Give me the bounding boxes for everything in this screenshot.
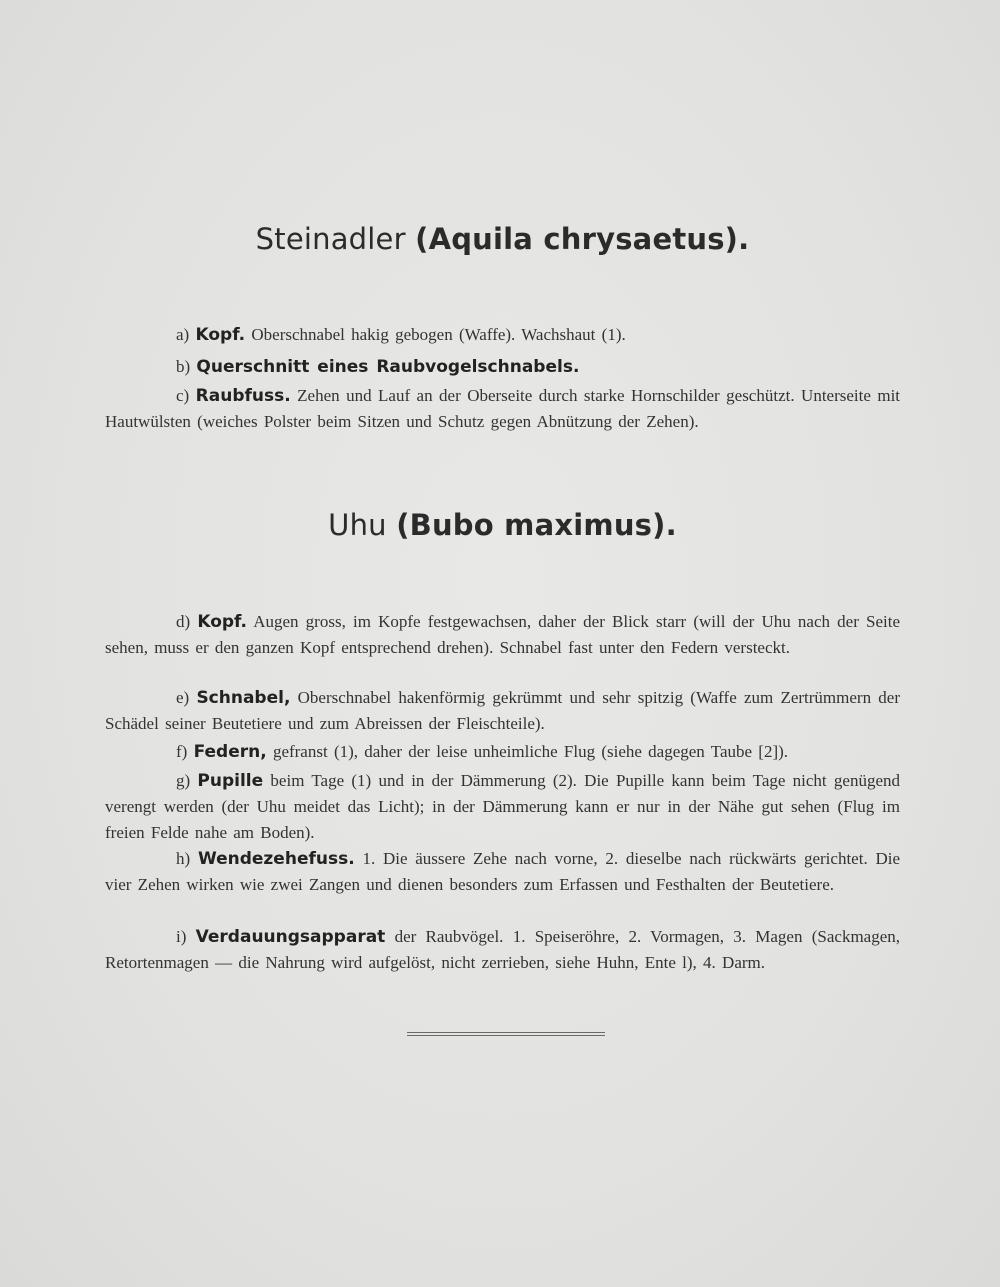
- item-h-label: h): [176, 849, 191, 868]
- heading-uhu-scientific: (Bubo maximus).: [396, 508, 677, 542]
- item-h-text: 1. Die äussere Zehe nach vorne, 2. dieselbe nach rückwärts gerichtet. Die vier Zehen wirken wie zwei Zangen und dienen besonders zum Erfassen und Festhalten der Beutetiere.: [105, 849, 900, 894]
- item-i-label: i): [176, 927, 187, 946]
- item-c: [105, 383, 900, 435]
- item-h: [105, 846, 900, 898]
- heading-uhu: [105, 508, 900, 542]
- item-d-term: Kopf.: [197, 612, 247, 632]
- item-e-text: Oberschnabel hakenförmig gekrümmt und sehr spitzig (Waffe zum Zertrümmern der Schädel seiner Beutetiere und zum Abreissen der Fleischteile).: [105, 688, 900, 733]
- item-c-text: Zehen und Lauf an der Oberseite durch starke Hornschilder geschützt. Unterseite mit Hautwülsten (weiches Polster beim Sitzen und Schutz gegen Abnützung der Zehen).: [105, 386, 901, 431]
- item-f: [105, 739, 900, 765]
- item-e: [105, 685, 900, 737]
- item-g-term: Pupille: [197, 771, 264, 791]
- item-g-text: beim Tage (1) und in der Dämmerung (2). Die Pupille kann beim Tage nicht genügend verengt werden (der Uhu meidet das Licht); in der Dämmerung kann er nur in der Nähe gut sehen (Flug im freien Felde nahe am Boden).: [105, 771, 900, 842]
- item-h-term: Wendezehefuss.: [197, 849, 355, 869]
- heading-steinadler: [105, 222, 900, 256]
- item-d: [105, 609, 900, 661]
- item-f-text: gefranst (1), daher der leise unheimliche Flug (siehe dagegen Taube [2]).: [272, 742, 789, 761]
- item-a: [105, 322, 900, 348]
- heading-steinadler-scientific: (Aquila chrysaetus).: [415, 222, 750, 256]
- heading-steinadler-name: Steinadler: [255, 222, 406, 256]
- item-c-term: Raubfuss.: [195, 386, 291, 406]
- item-e-term: Schnabel,: [196, 688, 291, 708]
- item-i-text: der Raubvögel. 1. Speiseröhre, 2. Vormagen, 3. Magen (Sackmagen, Retortenmagen — die Nahrung wird aufgelöst, nicht zerrieben, siehe Huhn, Ente l), 4. Darm.: [105, 927, 901, 972]
- item-b-label: b): [176, 357, 191, 376]
- item-b: [105, 354, 900, 380]
- item-i: [105, 924, 900, 976]
- end-rule-bottom-line: [407, 1035, 605, 1036]
- item-d-label: d): [176, 612, 191, 631]
- item-f-term: Federn,: [193, 742, 267, 762]
- item-g: [105, 768, 900, 846]
- end-rule: [407, 1032, 605, 1036]
- item-a-text: Oberschnabel hakig gebogen (Waffe). Wachshaut (1).: [251, 325, 626, 344]
- item-b-term: Querschnitt eines Raubvogelschnabels.: [196, 357, 580, 377]
- item-f-label: f): [176, 742, 188, 761]
- item-a-label: a): [176, 325, 190, 344]
- item-g-label: g): [176, 771, 191, 790]
- item-e-label: e): [176, 688, 190, 707]
- heading-uhu-name: Uhu: [328, 508, 387, 542]
- item-i-term: Verdauungsapparat: [195, 927, 386, 947]
- item-a-term: Kopf.: [195, 325, 246, 345]
- item-c-label: c): [176, 386, 190, 405]
- end-rule-top-line: [407, 1032, 605, 1033]
- item-d-text: Augen gross, im Kopfe festgewachsen, daher der Blick starr (will der Uhu nach der Seite sehen, muss er den ganzen Kopf entsprechend drehen). Schnabel fast unter den Federn versteckt.: [105, 612, 901, 657]
